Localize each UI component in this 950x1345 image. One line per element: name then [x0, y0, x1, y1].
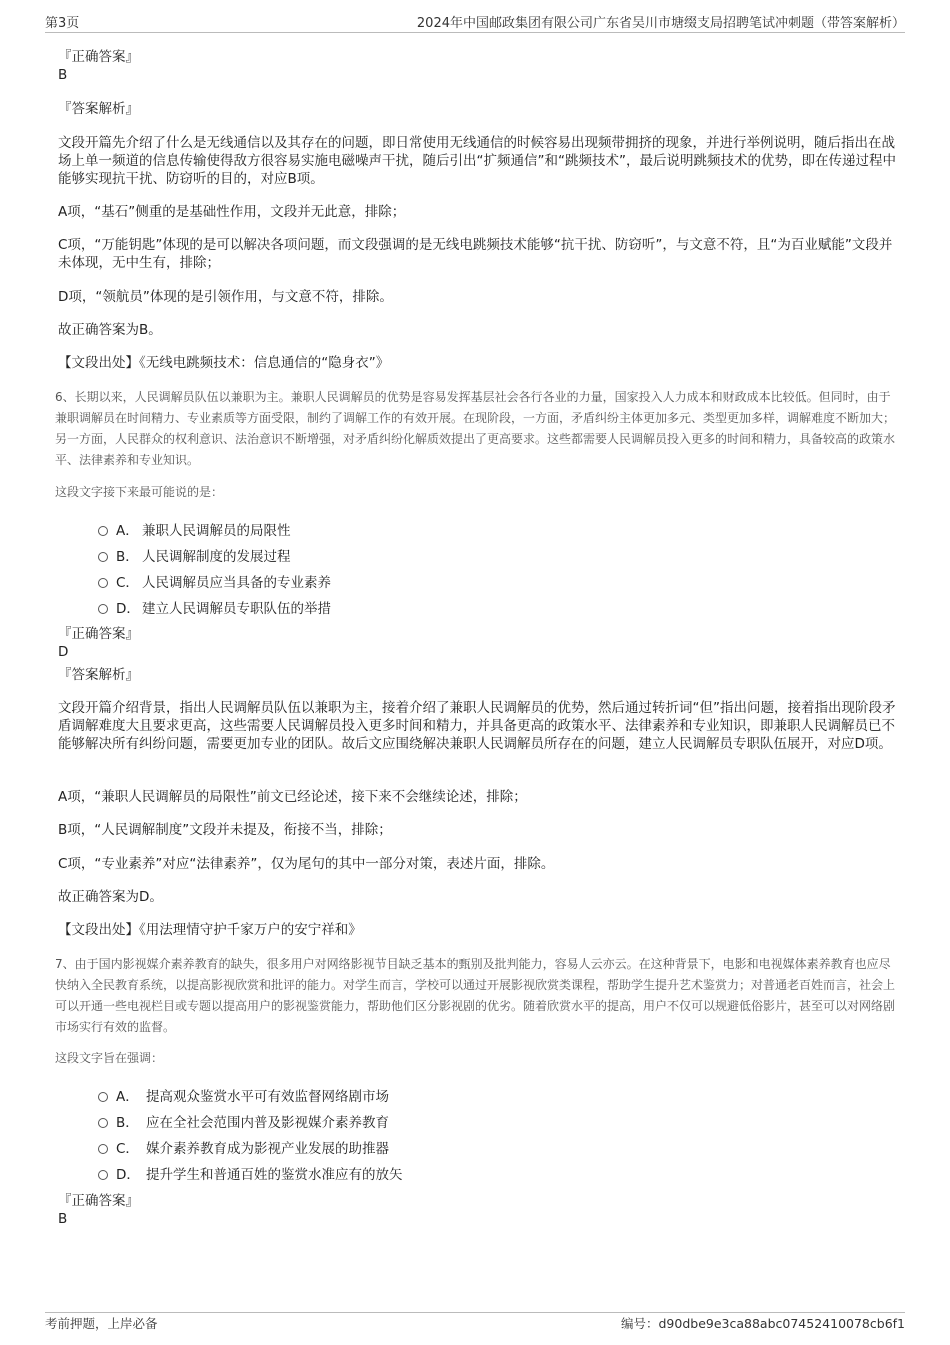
question-stem: 6、长期以来，人民调解员队伍以兼职为主。兼职人民调解员的优势是容易发挥基层社会各行各业的力量，国家投入人力成本和财政成本比较低。但同时，由于兼职调解员在时间精力、专业素质等方面受限，制约了调解工作的有效开展。在现阶段，一方面，矛盾纠纷主体更加多元、类型更加多样，调解难度不断加大；另一方面，人民群众的权利意识、法治意识不断增强，对矛盾纠纷化解质效提出了更高要求。这些都需要人民调解员投入更多的时间和精力，具备较高的政策水平、法律素养和专业知识。: [55, 390, 896, 467]
analysis-label: 『答案解析』: [58, 101, 139, 117]
analysis-text: 文段开篇介绍背景，指出人民调解员队伍以兼职为主，接着介绍了兼职人民调解员的优势，然后通过转折词“但”指出问题，接着指出现阶段矛盾调解难度大且要求更高，这些需要人民调解员投入更多时间和精力，并具备更高的政策水平、法律素养和专业知识，即兼职人民调解员已不能够解决所有纠纷问题，需要更加专业的团队。故后文应围绕解决兼职人民调解员所存在的问题，建立人民调解员专职队伍展开，对应D项。: [58, 700, 896, 752]
analysis-label: 『答案解析』: [58, 667, 139, 683]
option-a-analysis: A项，“兼职人民调解员的局限性”前文已经论述，接下来不会继续论述，排除；: [58, 789, 527, 805]
document-id: 编号：d90dbe9e3ca88abc07452410078cb6f1: [621, 1316, 905, 1331]
answer-label: 『正确答案』: [58, 626, 139, 642]
option-c-analysis: C项，“万能钥匙”体现的是可以解决各项问题，而文段强调的是无线电跳频技术能够“抗干扰、防窃听”，与文意不符，且“为百业赋能”文段并未体现，无中生有，排除；: [58, 237, 893, 271]
option-d[interactable]: D． 建立人民调解员专职队伍的举措: [98, 597, 331, 617]
option-a-analysis: A项，“基石”侧重的是基础性作用，文段并无此意，排除；: [58, 204, 406, 220]
option-a[interactable]: A． 提高观众鉴赏水平可有效监督网络剧市场: [98, 1085, 389, 1105]
footer-divider: [45, 1312, 905, 1313]
radio-icon[interactable]: [98, 1092, 108, 1102]
source: 【文段出处】《无线电跳频技术：信息通信的“隐身衣”》: [58, 355, 390, 371]
option-c-analysis: C项，“专业素养”对应“法律素养”，仅为尾句的其中一部分对策，表述片面，排除。: [58, 856, 555, 872]
option-d-analysis: D项，“领航员”体现的是引领作用，与文意不符，排除。: [58, 289, 393, 305]
option-b-analysis: B项，“人民调解制度”文段并未提及，衔接不当，排除；: [58, 822, 392, 838]
header-divider: [45, 32, 905, 33]
option-c[interactable]: C． 媒介素养教育成为影视产业发展的助推器: [98, 1137, 389, 1157]
radio-icon[interactable]: [98, 578, 108, 588]
question-stem: 7、由于国内影视媒介素养教育的缺失，很多用户对网络影视节目缺乏基本的甄别及批判能力，容易人云亦云。在这种背景下，电影和电视媒体素养教育也应尽快纳入全民教育系统，以提高影视欣赏和批评的能力。对学生而言，学校可以通过开展影视欣赏类课程，帮助学生提升艺术鉴赏力；对普通老百姓而言，社会上可以开通一些电视栏目或专题以提高用户的影视鉴赏能力，帮助他们区分影视剧的优劣。随着欣赏水平的提高，用户不仅可以规避低俗影片，甚至可以对网络剧市场实行有效的监督。: [55, 957, 896, 1034]
analysis-text: 文段开篇先介绍了什么是无线通信以及其存在的问题，即日常使用无线通信的时候容易出现频带拥挤的现象，并进行举例说明，随后指出在战场上单一频道的信息传输使得敌方很容易实施电磁噪声干扰，随后引出“扩频通信”和“跳频技术”，最后说明跳频技术的优势，即在传递过程中能够实现抗干扰、防窃听的目的，对应B项。: [58, 135, 896, 187]
radio-icon[interactable]: [98, 1144, 108, 1154]
document-title: 2024年中国邮政集团有限公司广东省吴川市塘缀支局招聘笔试冲刺题（带答案解析）: [416, 16, 905, 31]
conclusion: 故正确答案为D。: [58, 889, 163, 905]
question-prompt: 这段文字接下来最可能说的是：: [55, 485, 224, 499]
question-prompt: 这段文字旨在强调：: [55, 1051, 164, 1065]
option-b[interactable]: B． 人民调解制度的发展过程: [98, 545, 291, 565]
radio-icon[interactable]: [98, 526, 108, 536]
option-b[interactable]: B． 应在全社会范围内普及影视媒介素养教育: [98, 1111, 389, 1131]
footer-slogan: 考前押题，上岸必备: [45, 1316, 158, 1331]
answer-value: B: [58, 67, 68, 83]
answer-value: B: [58, 1211, 68, 1227]
option-d[interactable]: D． 提升学生和普通百姓的鉴赏水准应有的放矢: [98, 1163, 403, 1183]
source: 【文段出处】《用法理情守护千家万户的安宁祥和》: [58, 922, 362, 938]
radio-icon[interactable]: [98, 552, 108, 562]
page-number: 第3页: [45, 16, 80, 31]
answer-value: D: [58, 644, 69, 660]
answer-label: 『正确答案』: [58, 49, 139, 65]
answer-label: 『正确答案』: [58, 1193, 139, 1209]
radio-icon[interactable]: [98, 604, 108, 614]
conclusion: 故正确答案为B。: [58, 322, 162, 338]
radio-icon[interactable]: [98, 1118, 108, 1128]
radio-icon[interactable]: [98, 1170, 108, 1180]
option-c[interactable]: C． 人民调解员应当具备的专业素养: [98, 571, 331, 591]
option-a[interactable]: A． 兼职人民调解员的局限性: [98, 519, 291, 539]
